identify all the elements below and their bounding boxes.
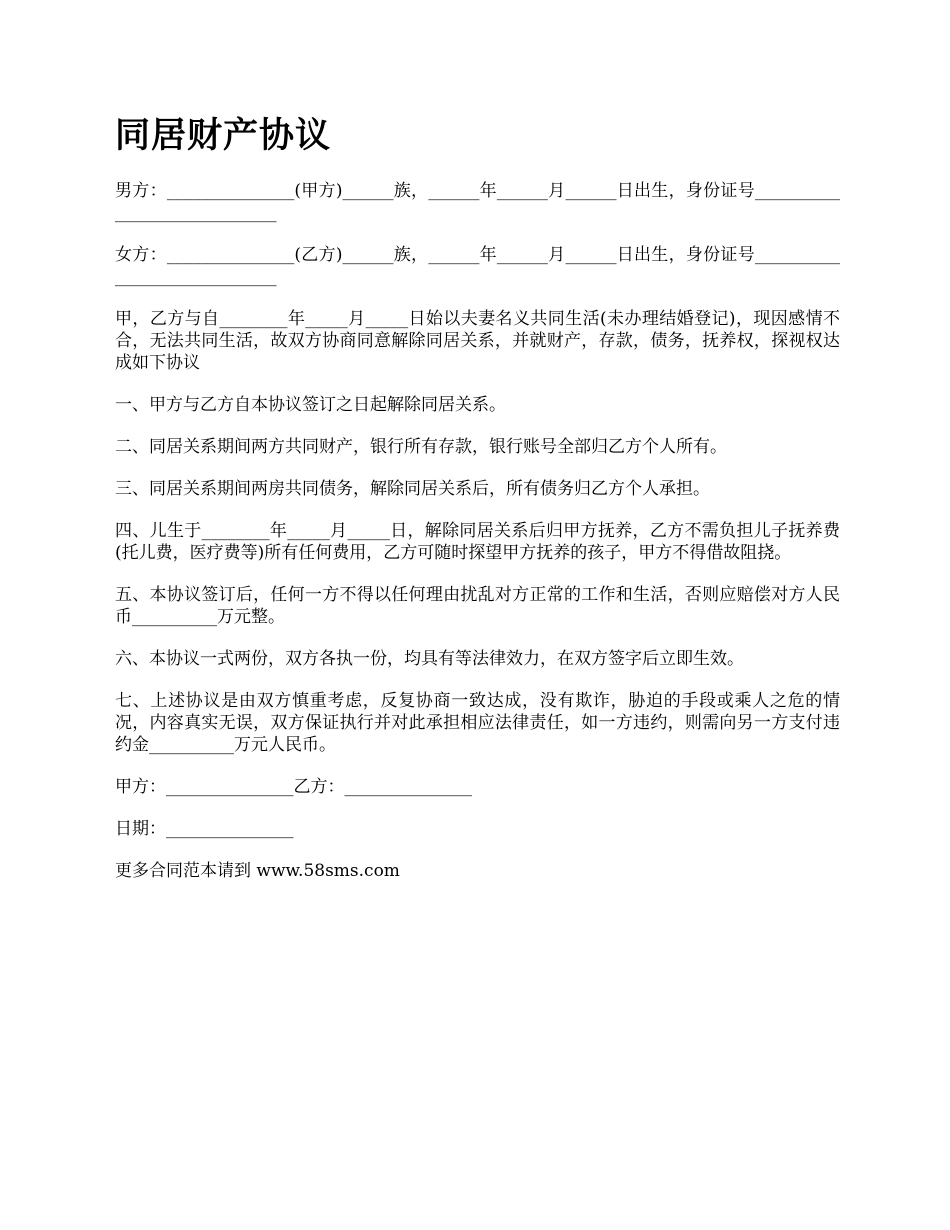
clause-3: 三、同居关系期间两房共同债务，解除同居关系后，所有债务归乙方个人承担。: [115, 479, 710, 499]
date-line: 日期：_______________: [115, 819, 294, 839]
female-party-line: 女方：_______________(乙方)______族，______年______月______日出生，身份证号_____________________________: [115, 245, 840, 287]
footer-link-text: 更多合同范本请到 www.58sms.com: [115, 861, 400, 881]
clause-5: 五、本协议签订后，任何一方不得以任何理由扰乱对方正常的工作和生活，否则应赔偿对方人民币__________万元整。: [115, 585, 840, 627]
male-party-line: 男方：_______________(甲方)______族，______年______月______日出生，身份证号_____________________________: [115, 181, 840, 223]
clause-1: 一、甲方与乙方自本协议签订之日起解除同居关系。: [115, 395, 506, 415]
clause-7: 七、上述协议是由双方慎重考虑，反复协商一致达成，没有欺诈，胁迫的手段或乘人之危的情况，内容真实无误，双方保证执行并对此承担相应法律责任，如一方违约，则需向另一方支付违约金__________万元人民币。: [115, 691, 840, 755]
clause-4: 四、儿生于________年_____月_____日，解除同居关系后归甲方抚养，乙方不需负担儿子抚养费(托儿费，医疗费等)所有任何费用，乙方可随时探望甲方抚养的孩子，甲方不得借故阻挠。: [115, 521, 840, 563]
preamble-paragraph: 甲，乙方与自________年_____月_____日始以夫妻名义共同生活(未办理结婚登记)，现因感情不合，无法共同生活，故双方协商同意解除同居关系，并就财产，存款，债务，抚养权，探视权达成如下协议: [115, 309, 840, 373]
signature-line: 甲方：_______________乙方：_______________: [115, 777, 472, 797]
document-title: 同居财产协议: [115, 116, 332, 156]
clause-2: 二、同居关系期间两方共同财产，银行所有存款，银行账号全部归乙方个人所有。: [115, 437, 727, 457]
document-page: [115, 110, 840, 902]
clause-6: 六、本协议一式两份，双方各执一份，均具有等法律效力，在双方签字后立即生效。: [115, 649, 744, 669]
